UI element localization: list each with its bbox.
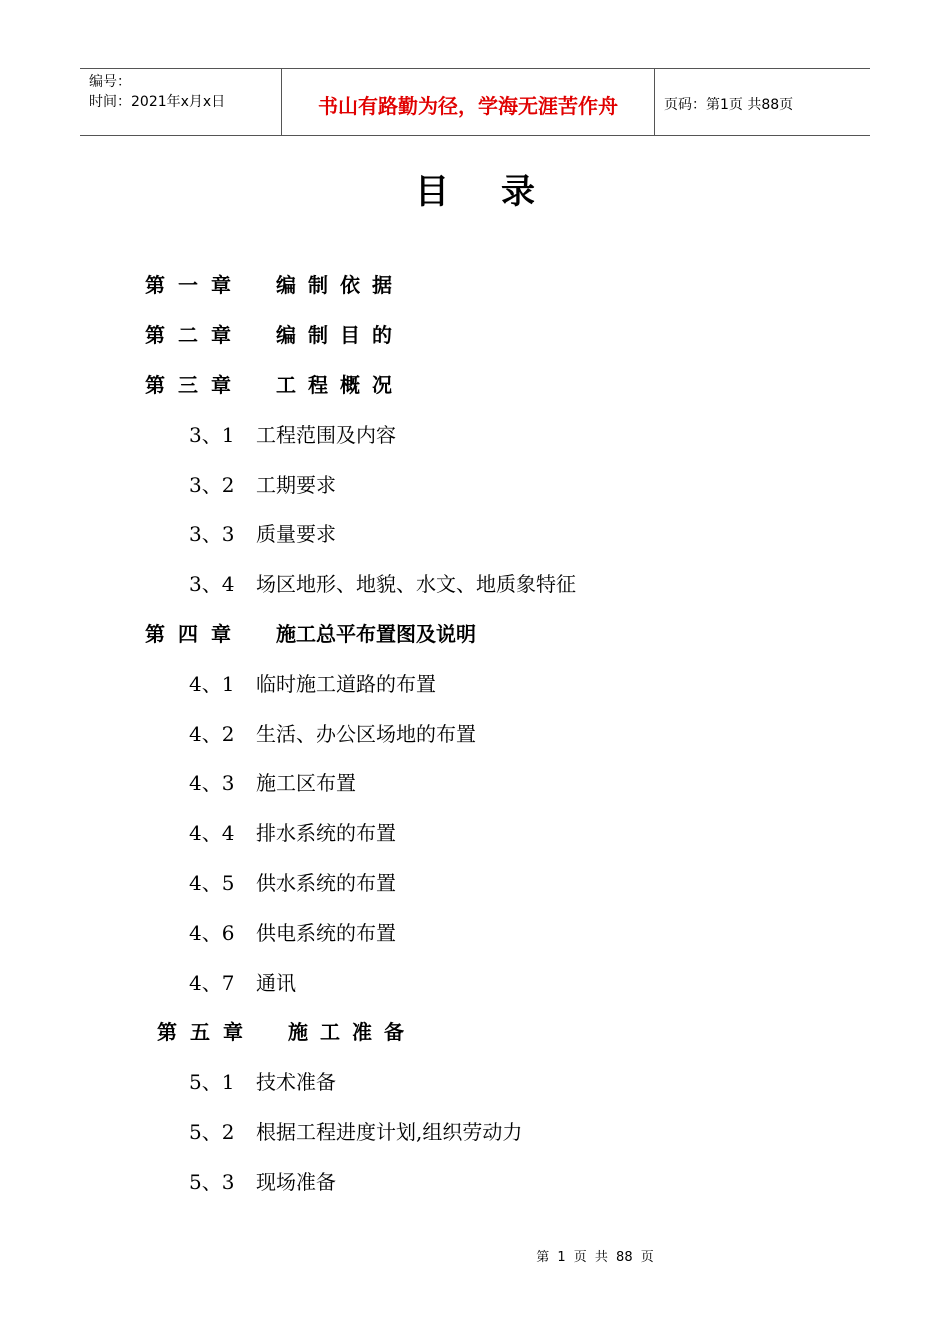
page-footer: 第 1 页 共 88 页 — [536, 1250, 654, 1265]
toc-entry-title: 质量要求 — [256, 522, 336, 547]
toc-entry-title: 技术准备 — [256, 1070, 336, 1095]
toc-entry-title: 通讯 — [256, 970, 296, 995]
toc-section-entry[interactable] — [0, 956, 950, 1006]
toc-entry-number: 5、1 — [189, 1070, 235, 1095]
toc-entry-title: 供电系统的布置 — [256, 920, 396, 945]
toc-entry-title: 根据工程进度计划,组织劳动力 — [256, 1119, 523, 1144]
toc-entry-title: 编制目的 — [276, 323, 404, 348]
toc-section-entry[interactable] — [0, 906, 950, 956]
header-page-info: 页码：第1页 共88页 — [664, 97, 794, 113]
toc-entry-number: 3、1 — [189, 422, 235, 447]
toc-section-entry[interactable] — [0, 1056, 950, 1106]
toc-entry-number: 4、1 — [189, 671, 235, 696]
toc-entry-number: 5、2 — [189, 1119, 235, 1144]
toc-section-entry[interactable] — [0, 558, 950, 608]
toc-chapter-entry[interactable] — [0, 608, 950, 658]
toc-entry-title: 工程范围及内容 — [256, 422, 396, 447]
toc-entry-number: 3、2 — [189, 472, 235, 497]
toc-section-entry[interactable] — [0, 508, 950, 558]
toc-chapter-entry[interactable] — [0, 259, 950, 309]
toc-entry-title: 施工区布置 — [256, 771, 356, 796]
header-slogan: 书山有路勤为径，学海无涯苦作舟 — [282, 69, 655, 135]
toc-entry-title: 生活、办公区场地的布置 — [256, 721, 476, 746]
toc-entry-title: 施工准备 — [288, 1020, 416, 1045]
toc-section-entry[interactable] — [0, 807, 950, 857]
toc-entry-number: 第五章 — [157, 1020, 256, 1045]
page-title: 目录 — [415, 172, 587, 212]
toc-section-entry[interactable] — [0, 408, 950, 458]
toc-entry-number: 4、2 — [189, 721, 235, 746]
header-meta — [80, 69, 282, 135]
toc-entry-title: 编制依据 — [276, 273, 404, 298]
toc-section-entry[interactable] — [0, 657, 950, 707]
toc-entry-title: 工程概况 — [276, 372, 404, 397]
toc-entry-number: 4、4 — [189, 821, 235, 846]
toc-entry-number: 第二章 — [145, 323, 244, 348]
toc-entry-number: 3、4 — [189, 572, 235, 597]
toc-section-entry[interactable] — [0, 857, 950, 907]
document-date: 时间：2021年x月x日 — [89, 94, 226, 110]
toc-entry-title: 工期要求 — [256, 472, 336, 497]
toc-entry-number: 4、7 — [189, 970, 235, 995]
table-of-contents — [0, 259, 950, 1205]
page-header — [80, 68, 870, 136]
toc-entry-title: 场区地形、地貌、水文、地质象特征 — [256, 572, 576, 597]
toc-chapter-entry[interactable] — [0, 359, 950, 409]
toc-chapter-entry[interactable] — [0, 1006, 950, 1056]
toc-entry-title: 供水系统的布置 — [256, 870, 396, 895]
toc-chapter-entry[interactable] — [0, 309, 950, 359]
toc-entry-number: 第四章 — [145, 621, 244, 646]
toc-section-entry[interactable] — [0, 757, 950, 807]
toc-entry-number: 5、3 — [189, 1169, 235, 1194]
toc-entry-title: 施工总平布置图及说明 — [276, 621, 476, 646]
toc-entry-number: 3、3 — [189, 522, 235, 547]
toc-entry-title: 排水系统的布置 — [256, 821, 396, 846]
toc-section-entry[interactable] — [0, 1155, 950, 1205]
toc-entry-number: 4、3 — [189, 771, 235, 796]
toc-section-entry[interactable] — [0, 458, 950, 508]
toc-entry-number: 第一章 — [145, 273, 244, 298]
toc-entry-number: 4、5 — [189, 870, 235, 895]
toc-section-entry[interactable] — [0, 1106, 950, 1156]
toc-section-entry[interactable] — [0, 707, 950, 757]
document-number-label: 编号： — [89, 74, 131, 90]
toc-entry-title: 临时施工道路的布置 — [256, 671, 436, 696]
toc-entry-number: 第三章 — [145, 372, 244, 397]
toc-entry-number: 4、6 — [189, 920, 235, 945]
toc-entry-title: 现场准备 — [256, 1169, 336, 1194]
